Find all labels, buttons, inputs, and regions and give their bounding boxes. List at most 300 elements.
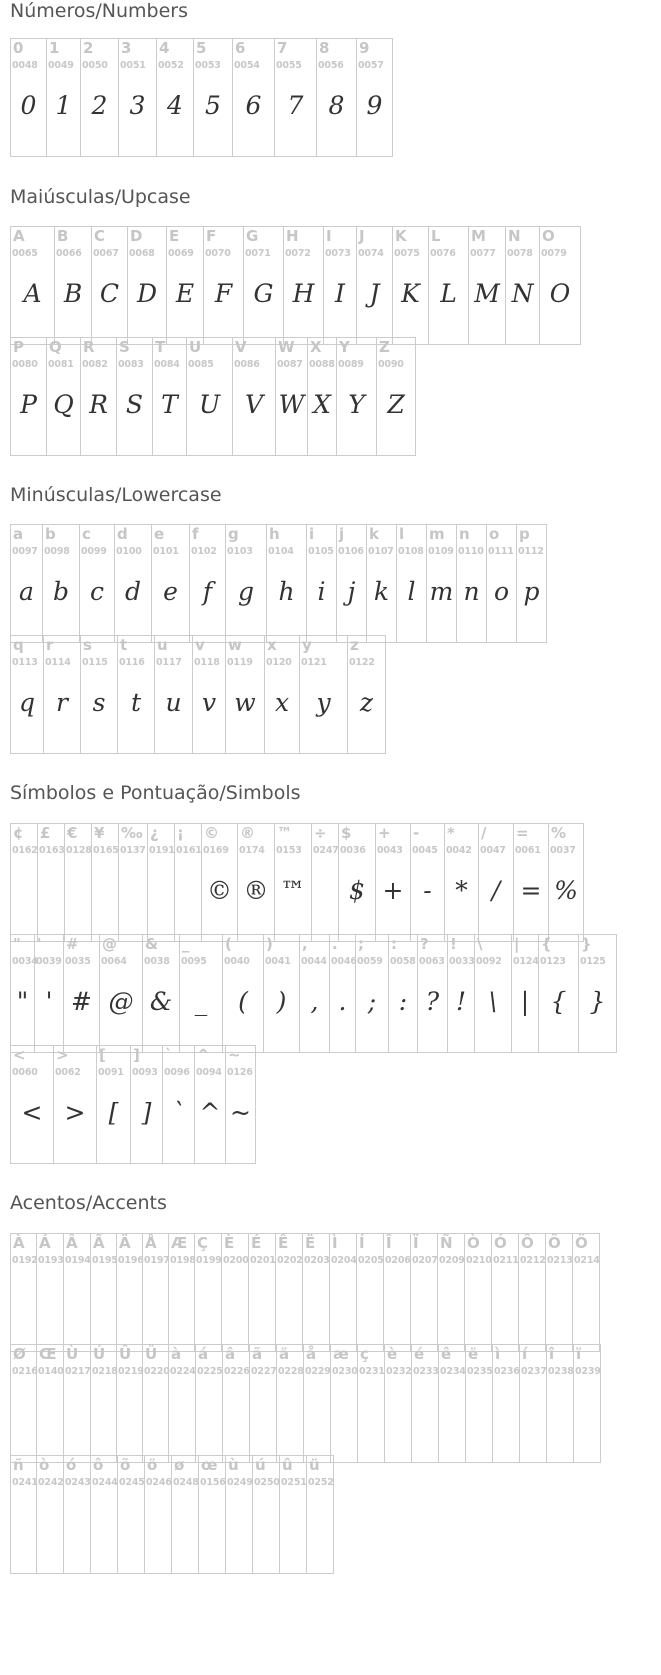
character-label: å bbox=[306, 1345, 317, 1363]
character-label: \ bbox=[477, 935, 483, 953]
glyph-cell bbox=[44, 636, 81, 754]
glyph-cell bbox=[475, 935, 512, 1053]
glyph-cell bbox=[517, 525, 547, 643]
character-label: - bbox=[413, 824, 420, 842]
character-code: 0058 bbox=[390, 956, 416, 967]
character-code: 0051 bbox=[120, 60, 146, 71]
character-label: í bbox=[522, 1345, 528, 1363]
handwritten-glyph: n bbox=[463, 577, 480, 606]
glyph-cell bbox=[117, 1234, 143, 1352]
character-label: & bbox=[145, 935, 159, 953]
character-code: 0246 bbox=[146, 1477, 172, 1488]
glyph-cell bbox=[187, 338, 233, 456]
handwritten-glyph: x bbox=[274, 688, 290, 717]
handwritten-glyph: j bbox=[347, 577, 356, 606]
character-label: I bbox=[326, 227, 332, 245]
handwritten-glyph: b bbox=[52, 577, 69, 606]
glyph-cell bbox=[307, 1456, 334, 1574]
handwritten-glyph: 0 bbox=[20, 91, 37, 120]
character-label: A bbox=[13, 227, 25, 245]
handwritten-glyph: 1 bbox=[55, 91, 72, 120]
character-label: ¡ bbox=[177, 824, 184, 842]
character-label: â bbox=[225, 1345, 236, 1363]
character-code: 0052 bbox=[158, 60, 184, 71]
glyph-cell bbox=[226, 1456, 253, 1574]
character-label: g bbox=[228, 525, 239, 543]
character-label: = bbox=[516, 824, 529, 842]
character-label: ó bbox=[66, 1456, 77, 1474]
character-label: e bbox=[154, 525, 165, 543]
glyph-cell bbox=[233, 338, 276, 456]
handwritten-glyph: . bbox=[338, 987, 347, 1016]
glyph-cell bbox=[439, 1345, 466, 1463]
glyph-cell bbox=[169, 1234, 195, 1352]
handwritten-glyph: e bbox=[163, 577, 178, 606]
character-code: 0085 bbox=[188, 359, 214, 370]
handwritten-glyph: u bbox=[165, 688, 182, 717]
character-code: 0169 bbox=[203, 845, 229, 856]
character-label: ã bbox=[252, 1345, 263, 1363]
character-label: Â bbox=[66, 1234, 78, 1252]
handwritten-glyph: * bbox=[455, 876, 468, 905]
glyph-cell bbox=[330, 935, 356, 1053]
character-label: / bbox=[481, 824, 487, 842]
glyph-cell bbox=[469, 227, 506, 345]
glyph-cell bbox=[520, 1345, 547, 1463]
glyph-cell bbox=[202, 824, 238, 942]
character-label: l bbox=[399, 525, 405, 543]
character-label: ? bbox=[420, 935, 429, 953]
character-code: 0059 bbox=[357, 956, 383, 967]
character-code: 0248 bbox=[173, 1477, 199, 1488]
character-label: Ú bbox=[93, 1345, 106, 1363]
character-code: 0060 bbox=[12, 1067, 38, 1078]
character-label: 4 bbox=[159, 39, 170, 57]
character-label: p bbox=[519, 525, 530, 543]
handwritten-glyph: } bbox=[589, 987, 606, 1016]
character-code: 0062 bbox=[55, 1067, 81, 1078]
character-label: ) bbox=[266, 935, 273, 953]
character-label: ò bbox=[39, 1456, 50, 1474]
character-label: 8 bbox=[319, 39, 330, 57]
character-label: u bbox=[157, 636, 168, 654]
character-code: 0046 bbox=[331, 956, 357, 967]
glyph-cell bbox=[226, 525, 267, 643]
handwritten-glyph: t bbox=[130, 688, 142, 717]
character-code: 0162 bbox=[12, 845, 38, 856]
handwritten-glyph: Y bbox=[348, 390, 365, 419]
handwritten-glyph: | bbox=[520, 987, 530, 1016]
character-code: 0156 bbox=[200, 1477, 226, 1488]
glyph-cell bbox=[385, 1345, 412, 1463]
character-code: 0116 bbox=[119, 657, 145, 668]
glyph-cell bbox=[152, 525, 190, 643]
character-label: T bbox=[155, 338, 166, 356]
glyph-row bbox=[10, 934, 617, 1053]
character-label: : bbox=[391, 935, 397, 953]
handwritten-glyph: © bbox=[207, 876, 232, 905]
glyph-cell bbox=[117, 338, 153, 456]
handwritten-glyph: X bbox=[313, 390, 331, 419]
handwritten-glyph: s bbox=[92, 688, 106, 717]
character-code: 0202 bbox=[277, 1255, 303, 1266]
glyph-cell bbox=[81, 636, 118, 754]
character-label: E bbox=[169, 227, 180, 245]
character-code: 0238 bbox=[548, 1366, 574, 1377]
character-code: 0161 bbox=[176, 845, 202, 856]
character-label: ä bbox=[279, 1345, 290, 1363]
character-label: Ê bbox=[278, 1234, 289, 1252]
handwritten-glyph: v bbox=[201, 688, 217, 717]
character-label: 0 bbox=[13, 39, 24, 57]
glyph-cell bbox=[304, 1345, 331, 1463]
glyph-cell bbox=[357, 227, 393, 345]
handwritten-glyph: 7 bbox=[287, 91, 304, 120]
character-label: d bbox=[117, 525, 128, 543]
handwritten-glyph: I bbox=[335, 279, 345, 308]
glyph-cell bbox=[303, 1234, 330, 1352]
glyph-cell bbox=[308, 338, 337, 456]
glyph-cell bbox=[195, 1046, 226, 1164]
glyph-cell bbox=[118, 636, 155, 754]
character-code: 0105 bbox=[308, 546, 334, 557]
glyph-cell bbox=[348, 636, 386, 754]
character-label: o bbox=[489, 525, 500, 543]
handwritten-glyph: R bbox=[89, 390, 108, 419]
glyph-cell bbox=[389, 935, 418, 1053]
character-label: ¢ bbox=[13, 824, 24, 842]
handwritten-glyph: < bbox=[21, 1098, 43, 1127]
glyph-cell bbox=[80, 525, 115, 643]
character-label: û bbox=[282, 1456, 293, 1474]
glyph-cell bbox=[11, 1046, 54, 1164]
character-code: 0207 bbox=[412, 1255, 438, 1266]
handwritten-glyph: % bbox=[554, 876, 578, 905]
character-label: Æ bbox=[171, 1234, 188, 1252]
character-label: Ü bbox=[145, 1345, 158, 1363]
handwritten-glyph: D bbox=[136, 279, 158, 308]
character-label: j bbox=[339, 525, 345, 543]
character-code: 0249 bbox=[227, 1477, 253, 1488]
character-code: 0043 bbox=[377, 845, 403, 856]
character-code: 0229 bbox=[305, 1366, 331, 1377]
character-code: 0079 bbox=[541, 248, 567, 259]
glyph-cell bbox=[118, 1456, 145, 1574]
character-code: 0084 bbox=[154, 359, 180, 370]
character-code: 0036 bbox=[340, 845, 366, 856]
character-label: Ø bbox=[13, 1345, 26, 1363]
character-code: 0080 bbox=[12, 359, 38, 370]
glyph-cell bbox=[312, 824, 339, 942]
character-label: ì bbox=[495, 1345, 501, 1363]
handwritten-glyph: O bbox=[549, 279, 571, 308]
character-label: } bbox=[581, 935, 592, 953]
character-label: ö bbox=[147, 1456, 158, 1474]
character-label: ( bbox=[225, 935, 232, 953]
character-code: 0061 bbox=[515, 845, 541, 856]
character-code: 0174 bbox=[239, 845, 265, 856]
character-label: B bbox=[57, 227, 69, 245]
glyph-row bbox=[10, 823, 584, 942]
character-code: 0137 bbox=[120, 845, 146, 856]
character-code: 0124 bbox=[513, 956, 539, 967]
character-code: 0236 bbox=[494, 1366, 520, 1377]
handwritten-glyph: f bbox=[202, 577, 213, 606]
handwritten-glyph: h bbox=[278, 577, 295, 606]
character-code: 0102 bbox=[191, 546, 217, 557]
glyph-cell bbox=[265, 636, 300, 754]
character-code: 0231 bbox=[359, 1366, 385, 1377]
character-label: Q bbox=[49, 338, 62, 356]
character-code: 0245 bbox=[119, 1477, 145, 1488]
glyph-cell bbox=[376, 824, 411, 942]
character-code: 0220 bbox=[144, 1366, 170, 1377]
character-label: £ bbox=[40, 824, 51, 842]
glyph-cell bbox=[487, 525, 517, 643]
character-code: 0198 bbox=[170, 1255, 196, 1266]
character-label: R bbox=[83, 338, 95, 356]
glyph-cell bbox=[11, 824, 38, 942]
character-code: 0077 bbox=[470, 248, 496, 259]
character-code: 0241 bbox=[12, 1477, 38, 1488]
character-label: $ bbox=[341, 824, 352, 842]
handwritten-glyph: ] bbox=[141, 1098, 152, 1127]
character-code: 0247 bbox=[313, 845, 339, 856]
glyph-cell bbox=[519, 1234, 546, 1352]
glyph-cell bbox=[284, 227, 324, 345]
character-label: ^ bbox=[197, 1046, 210, 1064]
character-label: 9 bbox=[359, 39, 370, 57]
character-label: < bbox=[13, 1046, 26, 1064]
character-code: 0230 bbox=[332, 1366, 358, 1377]
glyph-row bbox=[10, 635, 386, 754]
glyph-cell bbox=[492, 1234, 519, 1352]
handwritten-glyph: 5 bbox=[205, 91, 221, 120]
character-code: 0056 bbox=[318, 60, 344, 71]
character-label: ¿ bbox=[150, 824, 159, 842]
glyph-cell bbox=[574, 1345, 601, 1463]
character-code: 0087 bbox=[277, 359, 303, 370]
handwritten-glyph: J bbox=[369, 279, 380, 308]
character-code: 0112 bbox=[518, 546, 544, 557]
handwritten-glyph: M bbox=[474, 279, 500, 308]
glyph-cell bbox=[222, 1234, 249, 1352]
character-code: 0123 bbox=[540, 956, 566, 967]
character-code: 0118 bbox=[194, 657, 220, 668]
glyph-row bbox=[10, 1344, 601, 1463]
character-code: 0091 bbox=[98, 1067, 124, 1078]
glyph-row bbox=[10, 337, 416, 456]
handwritten-glyph: ) bbox=[276, 987, 287, 1016]
character-code: 0204 bbox=[331, 1255, 357, 1266]
glyph-cell bbox=[47, 338, 81, 456]
glyph-cell bbox=[384, 1234, 411, 1352]
handwritten-glyph: F bbox=[214, 279, 233, 308]
glyph-cell bbox=[47, 39, 81, 157]
character-code: 0153 bbox=[276, 845, 302, 856]
glyph-cell bbox=[317, 39, 357, 157]
character-label: % bbox=[551, 824, 567, 842]
glyph-cell bbox=[163, 1046, 195, 1164]
character-label: Ï bbox=[413, 1234, 419, 1252]
character-code: 0097 bbox=[12, 546, 38, 557]
glyph-cell bbox=[97, 1046, 131, 1164]
glyph-cell bbox=[280, 1456, 307, 1574]
character-label: + bbox=[378, 824, 391, 842]
glyph-cell bbox=[43, 525, 80, 643]
glyph-cell bbox=[418, 935, 448, 1053]
character-code: 0069 bbox=[168, 248, 194, 259]
character-code: 0100 bbox=[116, 546, 142, 557]
character-label: ] bbox=[133, 1046, 140, 1064]
glyph-cell bbox=[411, 824, 445, 942]
character-code: 0242 bbox=[38, 1477, 64, 1488]
character-label: m bbox=[429, 525, 445, 543]
character-code: 0237 bbox=[521, 1366, 547, 1377]
glyph-cell bbox=[91, 1234, 117, 1352]
character-code: 0064 bbox=[101, 956, 127, 967]
character-code: 0092 bbox=[476, 956, 502, 967]
glyph-cell bbox=[339, 824, 376, 942]
character-code: 0107 bbox=[368, 546, 394, 557]
character-label: ô bbox=[93, 1456, 104, 1474]
character-code: 0070 bbox=[205, 248, 231, 259]
glyph-cell bbox=[11, 338, 47, 456]
glyph-cell bbox=[180, 935, 223, 1053]
glyph-cell bbox=[64, 1234, 91, 1352]
character-label: î bbox=[549, 1345, 555, 1363]
character-code: 0235 bbox=[467, 1366, 493, 1377]
character-code: 0082 bbox=[82, 359, 108, 370]
character-code: 0048 bbox=[12, 60, 38, 71]
glyph-cell bbox=[337, 338, 377, 456]
glyph-cell bbox=[506, 227, 540, 345]
handwritten-glyph: N bbox=[511, 279, 534, 308]
character-label: ‰ bbox=[121, 824, 143, 842]
character-code: 0041 bbox=[265, 956, 291, 967]
handwritten-glyph: W bbox=[278, 390, 305, 419]
character-code: 0119 bbox=[227, 657, 253, 668]
glyph-cell bbox=[100, 935, 143, 1053]
glyph-cell bbox=[54, 1046, 97, 1164]
character-label: 6 bbox=[235, 39, 246, 57]
glyph-row bbox=[10, 226, 581, 345]
glyph-cell bbox=[38, 824, 65, 942]
glyph-row bbox=[10, 1455, 334, 1574]
glyph-cell bbox=[448, 935, 475, 1053]
handwritten-glyph: A bbox=[23, 279, 42, 308]
handwritten-glyph: B bbox=[63, 279, 83, 308]
character-label: i bbox=[309, 525, 315, 543]
glyph-cell bbox=[155, 636, 193, 754]
character-label: ë bbox=[468, 1345, 479, 1363]
handwritten-glyph: _ bbox=[194, 987, 208, 1016]
character-label: F bbox=[206, 227, 217, 245]
character-label: J bbox=[359, 227, 365, 245]
glyph-row bbox=[10, 524, 547, 643]
handwritten-glyph: ( bbox=[238, 987, 248, 1016]
character-code: 0232 bbox=[386, 1366, 412, 1377]
character-label: G bbox=[246, 227, 259, 245]
handwritten-glyph: 6 bbox=[245, 91, 262, 120]
handwritten-glyph: $ bbox=[349, 876, 365, 905]
glyph-cell bbox=[479, 824, 514, 942]
character-label: ç bbox=[360, 1345, 369, 1363]
character-code: 0094 bbox=[196, 1067, 222, 1078]
character-label: f bbox=[192, 525, 199, 543]
handwritten-glyph: - bbox=[423, 876, 432, 905]
character-code: 0212 bbox=[520, 1255, 546, 1266]
character-code: 0034 bbox=[12, 956, 38, 967]
character-code: 0128 bbox=[66, 845, 92, 856]
character-label: Ù bbox=[66, 1345, 79, 1363]
character-label: ù bbox=[228, 1456, 239, 1474]
character-code: 0095 bbox=[181, 956, 207, 967]
character-label: Î bbox=[386, 1234, 392, 1252]
character-code: 0076 bbox=[430, 248, 456, 259]
character-label: s bbox=[83, 636, 92, 654]
glyph-cell bbox=[117, 1345, 143, 1463]
character-label: ® bbox=[240, 824, 255, 842]
handwritten-glyph: , bbox=[310, 987, 319, 1016]
character-label: 7 bbox=[277, 39, 288, 57]
glyph-cell bbox=[427, 525, 457, 643]
character-code: 0165 bbox=[93, 845, 119, 856]
glyph-cell bbox=[153, 338, 187, 456]
character-label: @ bbox=[102, 935, 117, 953]
section-title: Acentos/Accents bbox=[10, 1192, 167, 1214]
handwritten-glyph: ? bbox=[425, 987, 440, 1016]
character-code: 0113 bbox=[12, 657, 38, 668]
glyph-cell bbox=[573, 1234, 600, 1352]
character-label: z bbox=[350, 636, 359, 654]
character-code: 0103 bbox=[227, 546, 253, 557]
glyph-cell bbox=[549, 824, 584, 942]
character-label: À bbox=[13, 1234, 25, 1252]
handwritten-glyph: 9 bbox=[366, 91, 383, 120]
character-label: > bbox=[56, 1046, 69, 1064]
character-code: 0192 bbox=[12, 1255, 38, 1266]
character-code: 0067 bbox=[93, 248, 119, 259]
character-code: 0219 bbox=[118, 1366, 144, 1377]
glyph-cell bbox=[81, 39, 119, 157]
character-code: 0210 bbox=[466, 1255, 492, 1266]
glyph-cell bbox=[412, 1345, 439, 1463]
glyph-cell bbox=[204, 227, 244, 345]
character-label: H bbox=[286, 227, 299, 245]
character-label: v bbox=[195, 636, 205, 654]
glyph-cell bbox=[11, 1345, 37, 1463]
character-code: 0194 bbox=[65, 1255, 91, 1266]
character-label: O bbox=[542, 227, 555, 245]
glyph-cell bbox=[11, 1234, 37, 1352]
character-code: 0243 bbox=[65, 1477, 91, 1488]
glyph-row bbox=[10, 1233, 600, 1352]
glyph-cell bbox=[131, 1046, 163, 1164]
character-code: 0050 bbox=[82, 60, 108, 71]
glyph-cell bbox=[331, 1345, 358, 1463]
character-label: € bbox=[67, 824, 78, 842]
character-label: Ó bbox=[494, 1234, 507, 1252]
character-code: 0081 bbox=[48, 359, 74, 370]
character-code: 0216 bbox=[12, 1366, 38, 1377]
character-code: 0217 bbox=[65, 1366, 91, 1377]
character-label: S bbox=[119, 338, 130, 356]
character-label: U bbox=[189, 338, 202, 356]
handwritten-glyph: 3 bbox=[129, 91, 146, 120]
character-label: 2 bbox=[83, 39, 94, 57]
character-code: 0083 bbox=[118, 359, 144, 370]
